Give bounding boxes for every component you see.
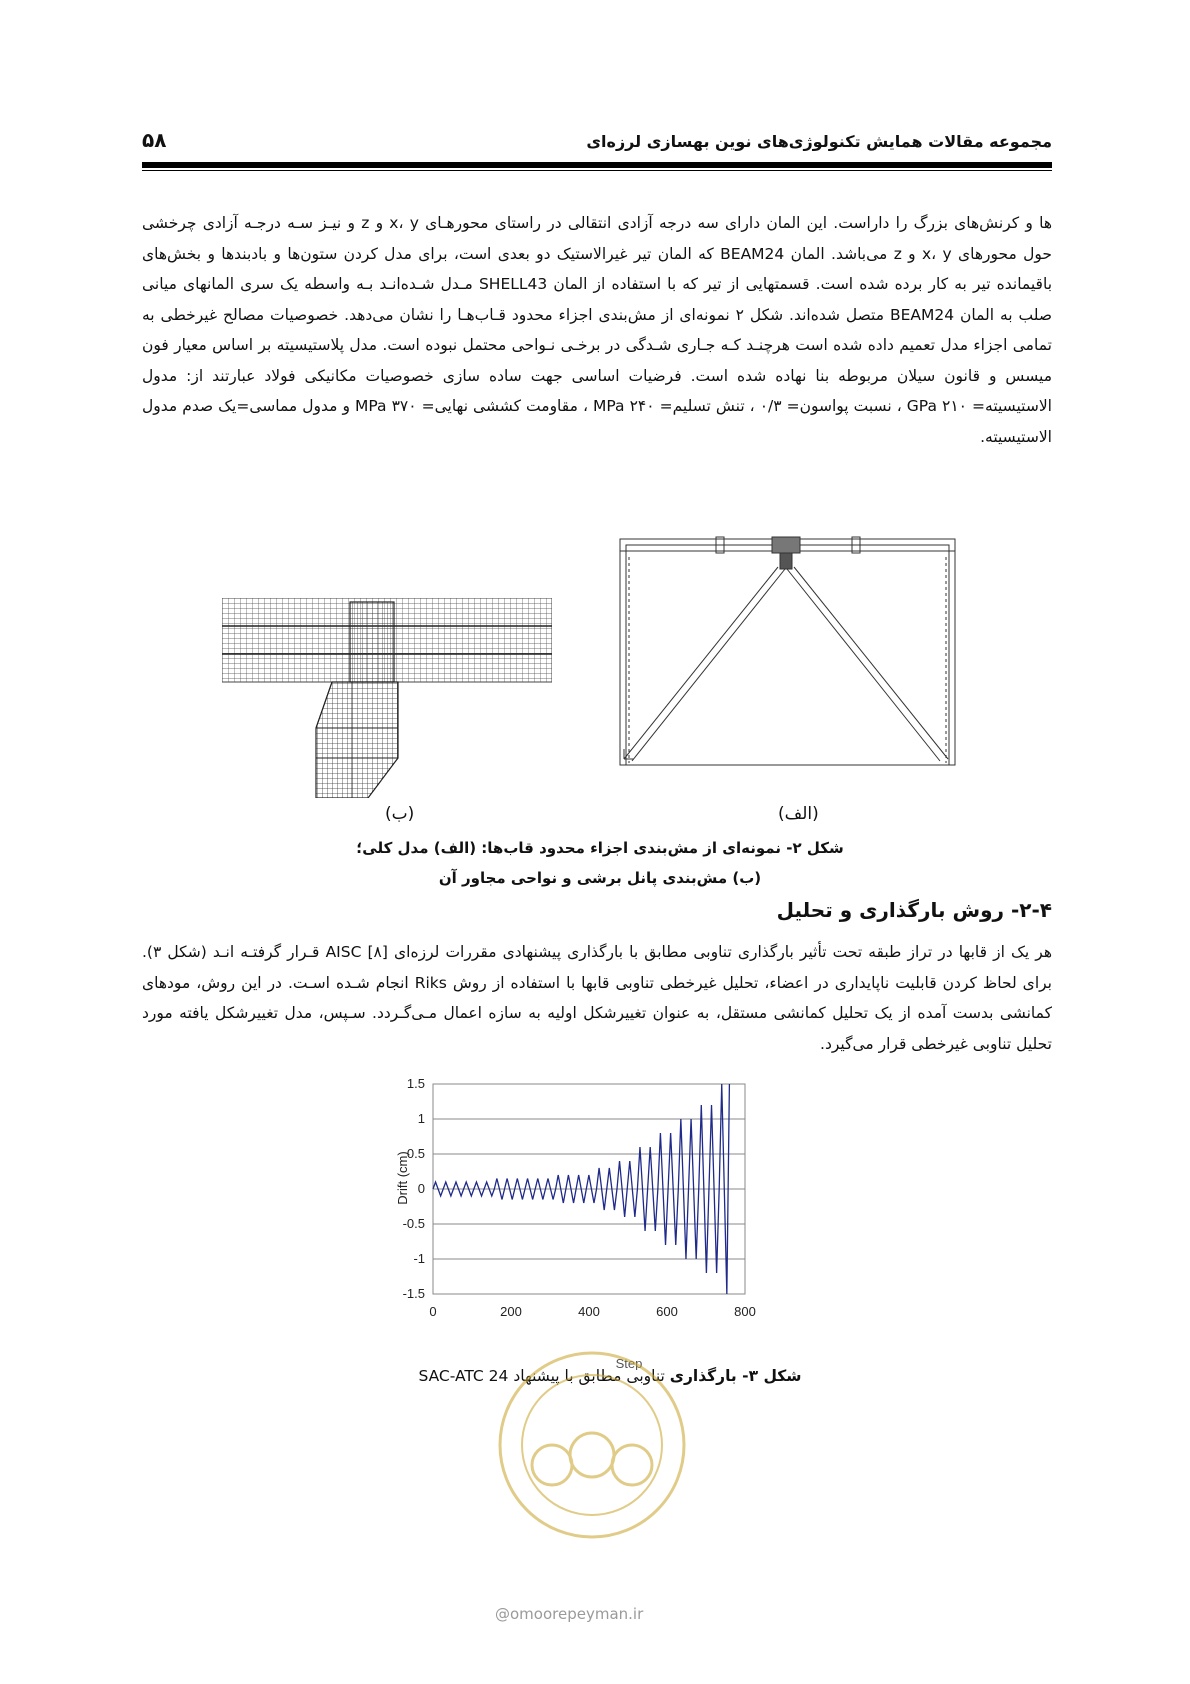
chart-y-tick-label: 1 xyxy=(417,1111,425,1126)
chart-y-tick-label: -0.5 xyxy=(402,1216,425,1231)
page-number: ۵۸ xyxy=(142,128,167,152)
section-heading: ۲-۴- روش بارگذاری و تحلیل xyxy=(776,898,1052,922)
watermark-seal-logo xyxy=(492,1345,692,1545)
chart-x-tick-label: 400 xyxy=(578,1304,600,1319)
figure-3-caption-bold: شکل ۳- بارگذاری xyxy=(669,1367,802,1385)
figure-3-caption-rest: تناوبی مطابق با پیشنهاد SAC-ATC 24 xyxy=(418,1367,670,1385)
figure-2-caption xyxy=(300,833,900,893)
figure-label-b: (ب) xyxy=(385,804,415,824)
figure-2-caption-line-2: (ب) مش‌بندی پانل برشی و نواحی مجاور آن xyxy=(438,869,762,887)
chart-y-label: Drift (cm) xyxy=(395,1151,410,1205)
chart-y-tick-label: 0.5 xyxy=(406,1146,425,1161)
chart-x-label: Step xyxy=(615,1356,643,1370)
header-rule-thin xyxy=(142,170,1052,171)
chart-y-tick-label: -1.5 xyxy=(402,1286,425,1301)
chart-y-tick-label: 1.5 xyxy=(406,1076,425,1091)
chart-x-tick-label: 600 xyxy=(656,1304,678,1319)
page-header xyxy=(142,128,1052,164)
header-title: مجموعه مقالات همایش تکنولوژی‌های نوین بهسازی لرزه‌ای xyxy=(586,132,1052,151)
loading-history-chart xyxy=(385,1070,815,1370)
chart-x-ticks xyxy=(429,1304,755,1319)
chart-x-tick-label: 0 xyxy=(429,1304,437,1319)
chart-y-tick-label: -1 xyxy=(413,1251,425,1266)
header-rule xyxy=(142,162,1052,168)
frame-outline xyxy=(620,539,955,765)
chart-x-tick-label: 800 xyxy=(734,1304,756,1319)
watermark-url: @omoorepeyman.ir xyxy=(495,1605,644,1623)
body-paragraph-2: هر یک از قابها در تراز طبقه تحت تأثیر بارگذاری تناوبی مطابق با بارگذاری پیشنهادی مقررات لرزه‌ای AISC [۸] قـرار گرفتـه انـد (شکل ۳). برای لحاظ کردن قابلیت ناپایداری در اعضاء، تحلیل غیرخطی تناوبی قابها با استفاده از روش Riks انجام شـده اسـت. در این روش، مودهای کمانشی بدست آمده از یک تحلیل کمانشی مستقل، به عنوان تغییرشکل اولیه به سازه اعمال مـی‌گـردد. سـپس، مدل تغییرشکل یافته مورد تحلیل تناوبی غیرخطی قرار می‌گیرد. xyxy=(142,943,1053,1053)
figure-2-caption-line-1: شکل ۲- نمونه‌ای از مش‌بندی اجزاء محدود قاب‌ها: (الف) مدل کلی؛ xyxy=(356,839,844,857)
body-paragraph-1: ها و کرنش‌های بزرگ را داراست. این المان دارای سه درجه آزادی انتقالی در راستای محورهـای x، y و z و نیـز سـه درجـه آزادی چرخشی حول محورهای x، y و z می‌باشد. المان BEAM24 که المان تیر غیرالاستیک دو بعدی است، برای مدل کردن ستون‌ها و بادبندها و بخش‌های باقیمانده تیر به کار برده شده است. قسمتهایی از تیر که با استفاده از المان SHELL43 مـدل شـده‌انـد بـه واسطه یک سری المانهای میانی صلب به المان BEAM24 متصل شده‌اند. شکل ۲ نمونه‌ای از مش‌بندی اجزاء محدود قـاب‌هـا را نشان می‌دهد. خصوصیات مصالح غیرخطی به تمامی اجزاء مدل تعمیم داده شده است هرچنـد کـه جـاری شـدگی در برخـی نـواحی محتمل نبوده است. مدل پلاستیسیته بر اساس معیار فون میسس و قانون سیلان مربوطه بنا نهاده شده است. فرضیات اساسی جهت ساده سازی خصوصیات مکانیکی فولاد عبارتند از: مدول الاستیسیته= ۲۱۰ GPa ، نسبت پواسون= ۰/۳ ، تنش تسلیم= ۲۴۰ MPa ، مقاومت کششی نهایی= ۳۷۰ MPa و مدول مماسی=یک صدم مدول الاستیسیته. xyxy=(142,214,1053,446)
shear-panel-mesh-figure xyxy=(222,598,552,798)
chart-x-tick-label: 200 xyxy=(500,1304,522,1319)
chart-y-tick-label: 0 xyxy=(417,1181,425,1196)
frame-model-figure xyxy=(612,527,972,775)
figure-label-a: (الف) xyxy=(778,804,819,824)
